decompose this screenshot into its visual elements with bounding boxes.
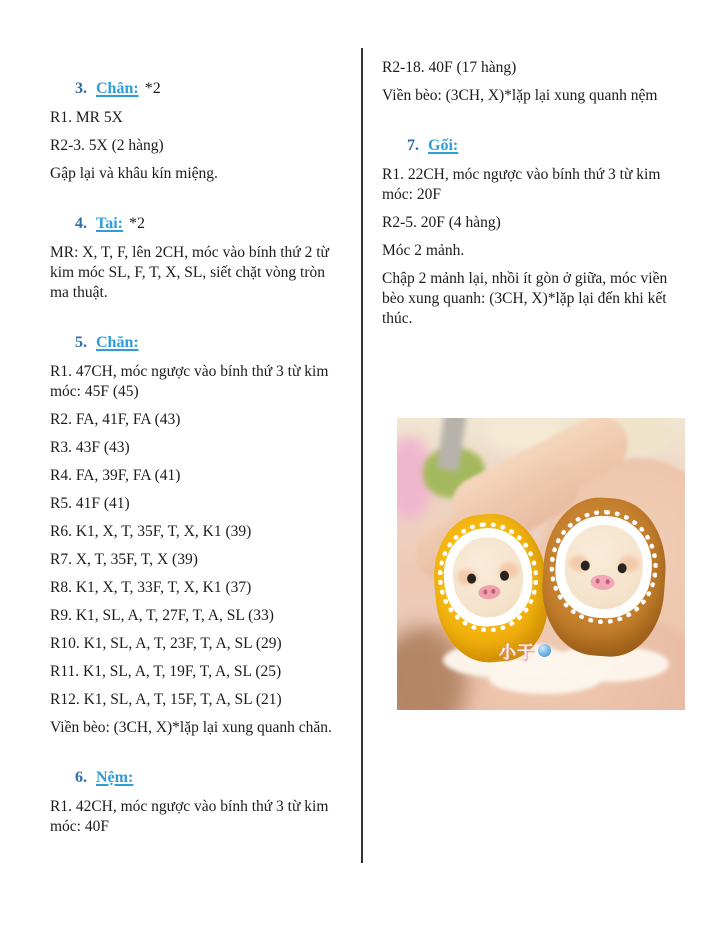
pattern-row: R2-5. 20F (4 hàng)	[382, 214, 501, 231]
pattern-note: MR: X, T, F, lên 2CH, móc vào bính thứ 2 từ kim móc SL, F, T, X, SL, siết chặt vòng tròn ma thuật.	[50, 244, 329, 301]
left-column	[50, 78, 344, 845]
pattern-row: R10. K1, SL, A, T, 23F, T, A, SL (29)	[50, 635, 282, 652]
heading-number: 5.	[75, 334, 87, 351]
heading-number: 7.	[407, 137, 419, 154]
pig-nose	[590, 574, 615, 591]
section-heading-nem	[50, 767, 344, 789]
right-column	[382, 58, 674, 337]
heading-title: Nệm:	[96, 769, 134, 786]
pattern-row: R1. 42CH, móc ngược vào bính thứ 3 từ kim móc: 40F	[50, 798, 329, 835]
pig-eye	[580, 560, 590, 571]
pattern-note: Viền bèo: (3CH, X)*lặp lại xung quanh chăn.	[50, 719, 332, 736]
pattern-row: R9. K1, SL, A, T, 27F, T, A, SL (33)	[50, 607, 274, 624]
pig-eye	[500, 571, 510, 582]
pig-nose	[478, 584, 501, 600]
pattern-row: R6. K1, X, T, 35F, T, X, K1 (39)	[50, 523, 252, 540]
pig-eye	[467, 573, 477, 584]
heading-title: Chân:	[96, 80, 139, 97]
pattern-row: R1. 47CH, móc ngược vào bính thứ 3 từ kim móc: 45F (45)	[50, 363, 329, 400]
heading-suffix: *2	[144, 80, 161, 97]
pattern-row: R8. K1, X, T, 33F, T, X, K1 (37)	[50, 579, 252, 596]
heading-title: Chăn:	[96, 334, 139, 351]
column-divider	[361, 48, 363, 863]
section-heading-goi	[382, 135, 674, 157]
pattern-row: R1. MR 5X	[50, 109, 123, 126]
heading-number: 6.	[75, 769, 87, 786]
pattern-note: Chập 2 mảnh lại, nhồi ít gòn ở giữa, móc viền bèo xung quanh: (3CH, X)*lặp lại đến khi kết thúc.	[382, 270, 668, 327]
pattern-row: R3. 43F (43)	[50, 439, 130, 456]
pattern-row: R2-3. 5X (2 hàng)	[50, 137, 164, 154]
nostril	[483, 589, 487, 594]
heading-title: Tai:	[96, 215, 123, 232]
pattern-row: R5. 41F (41)	[50, 495, 130, 512]
pattern-note: Móc 2 mảnh.	[382, 242, 465, 259]
section-heading-chan-blanket	[50, 332, 344, 354]
section-heading-tai	[50, 213, 344, 235]
heading-suffix: *2	[128, 215, 145, 232]
pattern-row: R11. K1, SL, A, T, 19F, T, A, SL (25)	[50, 663, 282, 680]
pattern-row: R12. K1, SL, A, T, 15F, T, A, SL (21)	[50, 691, 282, 708]
white-frill-frame	[552, 513, 655, 621]
white-frill-frame	[440, 525, 536, 630]
pattern-row: R2. FA, 41F, FA (43)	[50, 411, 181, 428]
pattern-row: R2-18. 40F (17 hàng)	[382, 59, 517, 76]
heading-number: 3.	[75, 80, 87, 97]
product-photo	[397, 418, 685, 710]
nostril	[605, 580, 609, 585]
lace-trim	[489, 664, 601, 694]
water-drop-icon	[538, 644, 551, 657]
pattern-row: R7. X, T, 35F, T, X (39)	[50, 551, 198, 568]
heading-number: 4.	[75, 215, 87, 232]
pattern-note: Gập lại và khâu kín miệng.	[50, 165, 218, 182]
pattern-note: Viền bèo: (3CH, X)*lặp lại xung quanh nệm	[382, 87, 658, 104]
watermark	[499, 638, 551, 663]
watermark-text: 小于	[499, 643, 535, 663]
nostril	[491, 589, 495, 594]
pattern-row: R1. 22CH, móc ngược vào bính thứ 3 từ kim móc: 20F	[382, 166, 661, 203]
heading-title: Gối:	[428, 137, 459, 154]
pig-eye	[618, 563, 628, 574]
section-heading-chan	[50, 78, 344, 100]
nostril	[596, 579, 600, 584]
pattern-row: R4. FA, 39F, FA (41)	[50, 467, 181, 484]
